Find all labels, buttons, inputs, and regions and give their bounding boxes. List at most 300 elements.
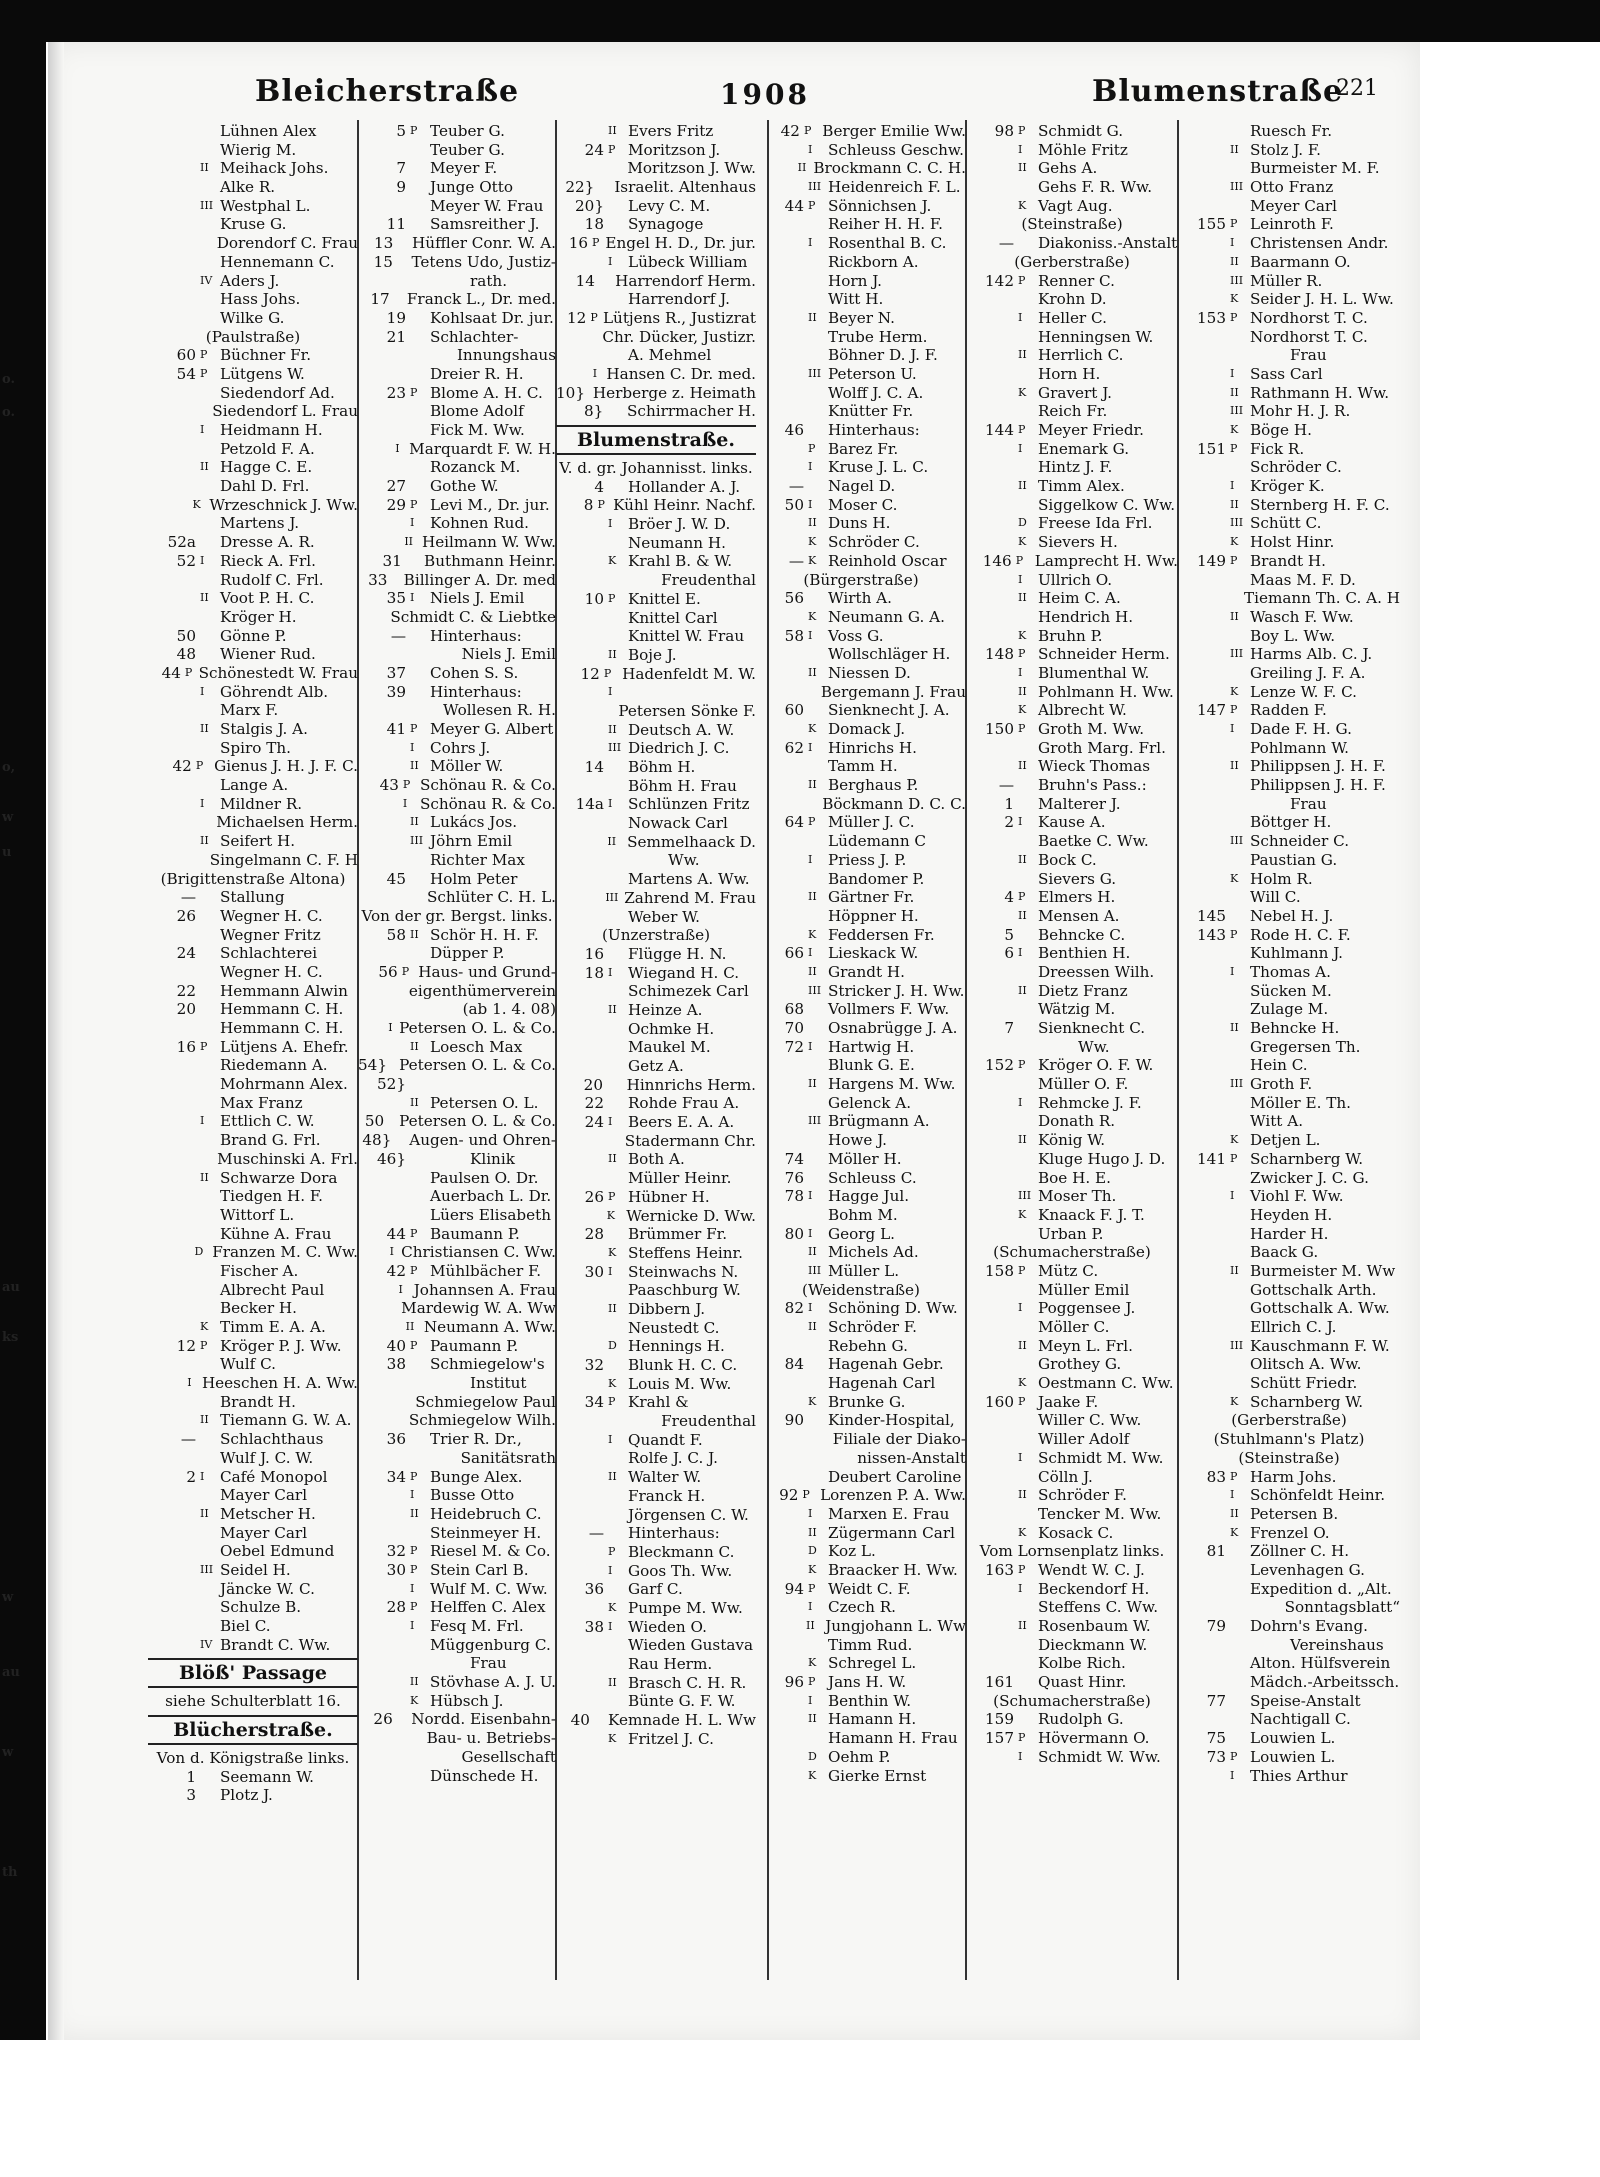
resident-name: Schlüter C. H. L. <box>426 888 556 907</box>
directory-entry <box>1178 608 1400 627</box>
house-number <box>556 1655 608 1674</box>
floor-marker: I <box>808 740 813 754</box>
resident-name: Billinger A. Dr. med <box>403 570 556 589</box>
resident-name: Gierke Ernst <box>828 1766 927 1785</box>
page-gutter <box>48 42 64 2040</box>
floor-marker: K <box>1018 535 1027 549</box>
directory-entry <box>148 832 358 851</box>
directory-entry <box>756 926 966 945</box>
floor-marker: I <box>1230 1488 1235 1502</box>
directory-entry <box>556 1225 756 1244</box>
resident-name: Filiale der Diako- <box>832 1430 966 1449</box>
floor-marker: I <box>1018 946 1023 960</box>
resident-name: Louwien L. <box>1250 1747 1336 1766</box>
house-number <box>966 701 1018 720</box>
floor-marker: I <box>608 1432 613 1446</box>
resident-name: Gothe W. <box>430 477 499 496</box>
resident-name: Knütter Fr. <box>828 402 914 421</box>
resident-name: Schregel L. <box>828 1654 917 1673</box>
house-number <box>1178 870 1230 889</box>
directory-entry <box>148 1355 358 1374</box>
directory-entry <box>966 1000 1178 1019</box>
house-number <box>148 926 200 945</box>
house-number: 14a <box>575 795 604 814</box>
resident-name: Bruhn's Pass.: <box>1038 776 1147 795</box>
house-number <box>358 851 410 870</box>
floor-marker: I <box>1230 722 1235 735</box>
floor-marker <box>397 253 412 272</box>
directory-entry <box>1178 944 1400 963</box>
floor-marker: I <box>608 517 613 531</box>
resident-name: Rolfe J. C. J. <box>628 1449 718 1468</box>
resident-name: Möller E. Th. <box>1250 1093 1351 1112</box>
floor-marker <box>808 1729 828 1748</box>
floor-marker: I <box>1230 366 1235 380</box>
house-number <box>756 1243 808 1262</box>
house-number <box>756 1748 808 1767</box>
directory-entry <box>1178 1243 1400 1262</box>
floor-marker: IV <box>200 273 213 287</box>
resident-name: Wulf M. C. Ww. <box>430 1579 548 1598</box>
floor-marker <box>1226 589 1244 608</box>
directory-entry <box>148 1206 358 1225</box>
directory-entry <box>556 590 756 609</box>
floor-marker: II <box>410 815 419 829</box>
house-number <box>1178 739 1230 758</box>
resident-name: Gelenck A. <box>828 1093 912 1112</box>
resident-name: Peterson U. <box>828 364 917 383</box>
resident-name: Jans H. W. <box>828 1673 907 1692</box>
resident-name: Grothey G. <box>1038 1355 1122 1374</box>
floor-marker: III <box>1018 1189 1032 1203</box>
directory-entry <box>556 402 756 421</box>
house-number <box>1178 1393 1230 1412</box>
directory-entry <box>1178 888 1400 907</box>
floor-marker: III <box>808 1114 822 1128</box>
directory-entry <box>1178 1131 1400 1150</box>
resident-name: Schlünzen Fritz <box>628 795 750 814</box>
house-number: 77 <box>1206 1691 1226 1710</box>
resident-name: Greiling J. F. A. <box>1250 663 1366 682</box>
directory-entry <box>148 1468 358 1487</box>
house-number <box>148 477 200 496</box>
resident-name: Kohlsaat Dr. jur. <box>430 308 554 327</box>
directory-entry <box>966 776 1178 795</box>
house-number: 40 <box>386 1336 406 1355</box>
resident-name: Maukel M. <box>628 1038 711 1057</box>
resident-name: Knittel E. <box>628 589 701 608</box>
floor-marker: P <box>803 124 812 137</box>
house-number <box>358 197 410 216</box>
directory-entry <box>556 1001 756 1020</box>
directory-entry <box>756 813 966 832</box>
resident-name: (Steinstraße) <box>1238 1448 1340 1467</box>
directory-entry <box>556 178 756 197</box>
house-number <box>148 122 200 141</box>
directory-entry <box>148 739 358 758</box>
floor-marker <box>1230 813 1250 832</box>
floor-marker <box>200 477 220 496</box>
resident-name: Brunke G. <box>828 1392 906 1411</box>
resident-name: Von d. Königstraße links. <box>156 1749 350 1768</box>
resident-name: Gesellschaft <box>461 1747 556 1766</box>
resident-name: Sievers G. <box>1038 869 1117 888</box>
floor-marker <box>808 1206 828 1225</box>
house-number: 52a <box>167 533 196 552</box>
directory-entry <box>756 888 966 907</box>
resident-name: Bruhn P. <box>1038 626 1103 645</box>
floor-marker <box>1018 1075 1038 1094</box>
resident-name: Engel H. D., Dr. jur. <box>605 234 756 253</box>
directory-entry <box>358 1225 556 1244</box>
resident-name: Louis M. Ww. <box>628 1374 732 1393</box>
floor-marker <box>808 328 828 347</box>
resident-name: Plotz J. <box>220 1786 273 1805</box>
resident-name: Israelit. Altenhaus <box>614 178 756 197</box>
floor-marker <box>608 1356 628 1375</box>
house-number <box>756 215 808 234</box>
resident-name: Gregersen Th. <box>1250 1037 1361 1056</box>
resident-name: Beyer N. <box>828 308 895 327</box>
resident-name: Institut <box>470 1374 527 1393</box>
floor-marker: II <box>1230 609 1239 623</box>
house-number <box>756 141 808 160</box>
resident-name: Wendt W. C. J. <box>1038 1560 1145 1579</box>
floor-marker <box>410 365 430 384</box>
resident-name: Heilmann W. Ww. <box>421 533 556 552</box>
resident-name: Büchner Fr. <box>220 346 312 365</box>
floor-marker: III <box>808 180 822 194</box>
house-number <box>358 141 410 160</box>
house-number: 28 <box>386 1598 406 1617</box>
floor-marker: I <box>1018 142 1023 156</box>
directory-entry <box>966 159 1178 178</box>
house-number <box>148 1187 200 1206</box>
directory-entry <box>966 645 1178 664</box>
floor-marker <box>382 608 390 627</box>
directory-entry <box>556 253 756 272</box>
house-number <box>966 1187 1018 1206</box>
directory-entry <box>148 1075 358 1094</box>
house-number <box>756 1094 808 1113</box>
directory-column-2 <box>358 122 556 1785</box>
directory-entry <box>148 1505 358 1524</box>
house-number <box>148 1617 200 1636</box>
directory-entry <box>1178 1654 1400 1673</box>
directory-entry <box>756 328 966 347</box>
directory-entry <box>1178 384 1400 403</box>
resident-name: Elmers H. <box>1038 888 1116 907</box>
house-number <box>358 1281 399 1300</box>
house-number <box>966 1430 1018 1449</box>
directory-entry <box>966 1748 1178 1767</box>
floor-marker <box>1230 851 1250 870</box>
house-number <box>1178 533 1230 552</box>
floor-marker <box>410 328 430 347</box>
floor-marker: I <box>398 1282 403 1296</box>
house-number: — <box>788 551 804 570</box>
street-note <box>756 1281 966 1300</box>
directory-entry <box>358 1673 556 1692</box>
house-number <box>148 1281 200 1300</box>
directory-entry <box>966 1505 1178 1524</box>
directory-entry <box>756 1038 966 1057</box>
house-number <box>148 1094 200 1113</box>
resident-name: Sonntagsblatt“ <box>1284 1598 1400 1617</box>
directory-entry <box>966 1206 1178 1225</box>
floor-marker <box>200 1281 220 1300</box>
resident-name: Junge Otto <box>430 178 513 197</box>
floor-marker <box>590 328 602 347</box>
house-number <box>358 1524 410 1543</box>
directory-entry <box>148 122 358 141</box>
resident-name: Paumann P. <box>430 1336 519 1355</box>
resident-name: Weber W. <box>628 907 700 926</box>
floor-marker: K <box>1018 628 1027 642</box>
house-number <box>1178 1580 1230 1599</box>
resident-name: Höppner H. <box>828 906 919 925</box>
directory-entry <box>1178 1000 1400 1019</box>
house-number <box>1178 1486 1230 1505</box>
resident-name: Becker H. <box>220 1299 298 1318</box>
floor-marker <box>1018 1430 1038 1449</box>
directory-entry <box>756 1187 966 1206</box>
directory-entry <box>756 1692 966 1711</box>
directory-entry <box>966 1318 1178 1337</box>
house-number <box>148 290 200 309</box>
directory-entry <box>148 496 358 515</box>
directory-entry <box>1178 813 1400 832</box>
floor-marker <box>410 1206 430 1225</box>
directory-entry <box>966 982 1178 1001</box>
house-number <box>148 1056 200 1075</box>
resident-name: Trube Herm. <box>828 327 928 346</box>
house-number: 24 <box>584 140 604 159</box>
directory-entry <box>1178 1094 1400 1113</box>
house-number <box>358 440 395 459</box>
house-number <box>358 982 367 1001</box>
floor-marker: P <box>410 1338 418 1352</box>
house-number <box>966 1150 1018 1169</box>
house-number: 24 <box>176 944 196 963</box>
house-number <box>148 402 195 421</box>
directory-entry <box>358 1094 556 1113</box>
directory-entry <box>556 272 756 291</box>
directory-entry <box>358 1580 556 1599</box>
floor-marker: I <box>1018 1581 1023 1595</box>
house-number <box>148 1243 194 1262</box>
house-number <box>966 664 1018 683</box>
house-number: 146 <box>982 551 1012 570</box>
floor-marker <box>608 908 628 927</box>
house-number <box>358 701 391 720</box>
house-number <box>148 159 200 178</box>
house-number: — <box>180 888 196 907</box>
resident-name: Kühne A. Frau <box>220 1224 332 1243</box>
street-note <box>1178 1449 1400 1468</box>
directory-entry <box>148 178 358 197</box>
right-street-header: Blumenstraße <box>1092 74 1344 109</box>
floor-marker: P <box>410 1469 418 1483</box>
resident-name: Heyden H. <box>1250 1205 1333 1224</box>
directory-entry <box>556 1300 756 1319</box>
resident-name: Deubert Caroline <box>828 1467 962 1486</box>
house-number <box>358 1673 410 1692</box>
floor-marker <box>608 1449 628 1468</box>
directory-entry <box>358 272 556 291</box>
floor-marker: III <box>200 1562 214 1576</box>
house-number <box>556 1730 608 1749</box>
floor-marker: P <box>410 1562 418 1576</box>
floor-marker <box>200 215 220 234</box>
floor-marker: K <box>808 609 817 623</box>
directory-entry <box>966 1374 1178 1393</box>
directory-entry <box>358 739 556 758</box>
directory-entry <box>556 1431 756 1450</box>
directory-entry <box>148 1150 358 1169</box>
directory-entry <box>966 832 1178 851</box>
directory-entry <box>556 1449 756 1468</box>
directory-entry <box>556 1543 756 1562</box>
resident-name: Kröger K. <box>1250 477 1325 496</box>
resident-name: Reich Fr. <box>1038 402 1108 421</box>
resident-name: Wolff J. C. A. <box>828 383 924 402</box>
street-note <box>1178 1411 1400 1430</box>
directory-entry <box>756 178 966 197</box>
resident-name: Grandt H. <box>828 962 905 981</box>
resident-name: Harm Johs. <box>1250 1467 1337 1486</box>
floor-marker <box>808 1636 828 1655</box>
resident-name: Moser C. <box>828 495 898 514</box>
resident-name: Möller H. <box>828 1149 902 1168</box>
resident-name: Burmeister M. Ww <box>1250 1261 1396 1280</box>
resident-name: Schirrmacher H. <box>627 402 756 421</box>
directory-entry <box>556 1655 756 1674</box>
directory-entry <box>358 963 556 982</box>
house-number <box>556 609 608 628</box>
resident-name: Niels J. Emil <box>430 589 525 608</box>
floor-marker <box>608 1094 628 1113</box>
resident-name: Schröder F. <box>1038 1486 1127 1505</box>
house-number: 10 <box>584 589 604 608</box>
directory-entry <box>1178 215 1400 234</box>
floor-marker: I <box>592 366 598 380</box>
floor-marker <box>1230 1542 1250 1561</box>
resident-name: Heim C. A. <box>1038 589 1121 608</box>
resident-name: Levy C. M. <box>628 196 711 215</box>
resident-name: Frau <box>1290 346 1327 365</box>
resident-name: Wirth A. <box>828 589 892 608</box>
house-number: 32 <box>584 1356 604 1374</box>
house-number <box>556 1468 608 1487</box>
directory-entry <box>358 776 556 795</box>
directory-entry <box>148 1262 358 1281</box>
house-number: 12 <box>566 308 587 327</box>
house-number <box>756 1729 808 1748</box>
directory-entry <box>966 1056 1178 1075</box>
floor-marker <box>608 534 628 553</box>
resident-name: Hargens M. Ww. <box>828 1075 956 1094</box>
floor-marker: I <box>808 460 813 474</box>
directory-entry <box>966 178 1178 197</box>
directory-entry <box>358 888 556 907</box>
floor-marker <box>1230 1169 1250 1188</box>
house-number <box>966 402 1018 421</box>
resident-name: Hüffler Conr. W. A. <box>412 234 556 253</box>
house-number: 78 <box>784 1187 804 1206</box>
floor-marker: P <box>1230 217 1238 231</box>
directory-entry <box>358 1430 556 1449</box>
resident-name: (Gerberstraße) <box>1014 252 1130 271</box>
directory-entry <box>556 683 756 702</box>
floor-marker: I <box>410 740 415 754</box>
house-number <box>756 926 808 945</box>
floor-marker <box>1230 1318 1250 1337</box>
directory-entry <box>966 1710 1178 1729</box>
floor-marker: K <box>1230 684 1239 698</box>
resident-name: Bau- u. Betriebs- <box>426 1729 556 1748</box>
directory-entry <box>148 1393 358 1412</box>
floor-marker <box>410 1636 430 1655</box>
directory-entry <box>556 1319 756 1338</box>
street-note <box>556 926 756 945</box>
house-number: 42 <box>386 1261 406 1280</box>
house-number <box>148 1299 200 1318</box>
floor-marker: II <box>1018 1338 1027 1352</box>
directory-entry <box>1178 907 1400 926</box>
resident-name: Domack J. <box>828 720 906 738</box>
house-number <box>148 1169 200 1188</box>
resident-name: Alton. Hülfsverein <box>1250 1654 1391 1673</box>
resident-name: Möller C. <box>1038 1318 1110 1336</box>
floor-marker <box>607 1076 627 1095</box>
floor-marker: I <box>808 1039 813 1053</box>
resident-name: Kluge Hugo J. D. <box>1038 1149 1166 1168</box>
directory-entry <box>148 197 358 216</box>
house-number <box>358 365 410 384</box>
house-number <box>556 159 608 178</box>
directory-entry <box>358 1767 556 1786</box>
floor-marker: II <box>200 161 209 175</box>
resident-name: Aders J. <box>220 271 280 290</box>
house-number <box>966 757 1018 776</box>
floor-marker: II <box>1018 983 1027 997</box>
floor-marker: II <box>806 1619 815 1632</box>
floor-marker: I <box>200 1469 205 1483</box>
directory-entry <box>556 346 756 365</box>
house-number <box>556 851 608 870</box>
house-number: 20 <box>583 1075 603 1094</box>
previous-page-fragment: o. <box>2 372 15 387</box>
directory-entry <box>358 1505 556 1524</box>
floor-marker: II <box>808 665 817 679</box>
directory-entry <box>966 757 1178 776</box>
directory-entry <box>556 515 756 534</box>
house-number: 159 <box>985 1710 1014 1729</box>
house-number <box>756 1692 808 1711</box>
floor-marker <box>608 851 628 870</box>
house-number <box>1178 1169 1230 1188</box>
directory-entry <box>1178 739 1400 758</box>
directory-entry <box>756 1505 966 1524</box>
resident-name: Zöllner C. H. <box>1250 1542 1350 1561</box>
floor-marker: K <box>808 553 817 567</box>
directory-entry <box>756 1169 966 1188</box>
directory-entry <box>556 141 756 160</box>
directory-entry <box>556 1132 756 1151</box>
resident-name: Paaschburg W. <box>628 1281 741 1300</box>
resident-name: Timm Rud. <box>828 1635 913 1654</box>
